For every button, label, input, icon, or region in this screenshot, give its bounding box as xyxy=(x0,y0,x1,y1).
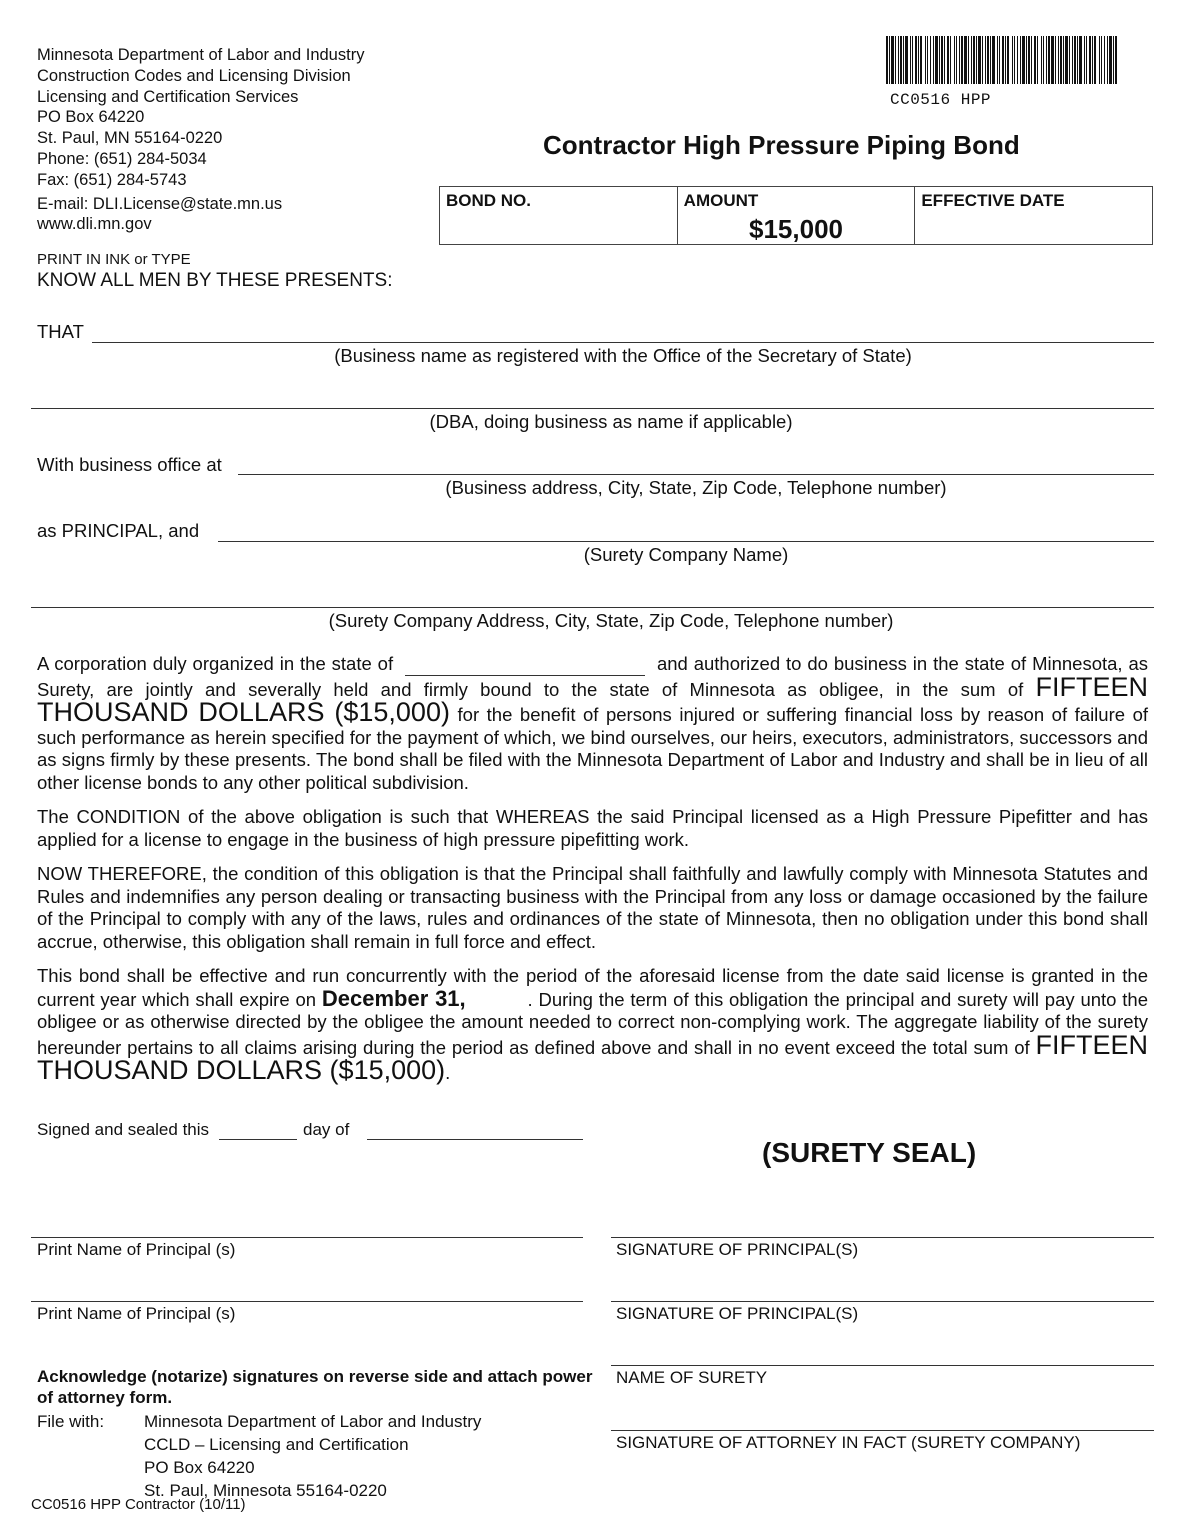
that-label: THAT xyxy=(37,321,84,342)
agency-line: Construction Codes and Licensing Division xyxy=(37,66,351,85)
day-of-label: day of xyxy=(303,1120,350,1139)
attorney-signature-field[interactable] xyxy=(611,1430,1154,1431)
agency-address-block xyxy=(37,45,364,235)
p1-text-a: A corporation duly organized in the state of xyxy=(37,653,394,674)
signature-principal-2-label: SIGNATURE OF PRINCIPAL(S) xyxy=(616,1304,859,1323)
agency-line: St. Paul, MN 55164-0220 xyxy=(37,129,223,148)
effective-date-label: EFFECTIVE DATE xyxy=(921,191,1065,210)
agency-line: Phone: (651) 284-5034 xyxy=(37,149,207,168)
file-with-line: Minnesota Department of Labor and Industry xyxy=(144,1412,482,1431)
effective-date-field[interactable] xyxy=(915,187,1152,244)
file-with-line: CCLD – Licensing and Certification xyxy=(144,1435,409,1454)
term-paragraph xyxy=(37,965,1148,1085)
business-office-label: With business office at xyxy=(37,454,222,475)
p1-text-b: and authorized to do business in the state of Minnesota, as Surety, are jointly and severally held and firmly bound to the state of Minnesota as obligee, in the sum of xyxy=(37,653,1149,700)
print-name-principal-1-label: Print Name of Principal (s) xyxy=(37,1240,236,1259)
obligation-paragraph xyxy=(37,653,1148,794)
surety-name-sign-field[interactable] xyxy=(611,1365,1154,1366)
agency-line: E-mail: DLI.License@state.mn.us xyxy=(37,194,283,213)
file-with-block xyxy=(37,1410,481,1502)
know-all-heading: KNOW ALL MEN BY THESE PRESENTS: xyxy=(37,270,393,291)
bond-terms xyxy=(37,653,1148,1097)
signature-principal-1-field[interactable] xyxy=(611,1237,1154,1238)
page-title: Contractor High Pressure Piping Bond xyxy=(543,130,1020,160)
p4-amount-words: FIFTEEN THOUSAND DOLLARS ($15,000) xyxy=(37,1029,1148,1085)
state-of-organization-field[interactable] xyxy=(405,657,645,676)
amount-value: $15,000 xyxy=(749,214,843,244)
signed-month-field[interactable] xyxy=(367,1139,583,1140)
signed-day-field[interactable] xyxy=(219,1139,297,1140)
surety-seal: (SURETY SEAL) xyxy=(762,1137,977,1168)
signed-sealed-label: Signed and sealed this xyxy=(37,1120,210,1139)
expiry-date: December 31, xyxy=(321,985,466,1011)
agency-line: PO Box 64220 xyxy=(37,108,145,127)
agency-line: Fax: (651) 284-5743 xyxy=(37,170,187,189)
principal-label: as PRINCIPAL, and xyxy=(37,520,200,541)
attorney-signature-label: SIGNATURE OF ATTORNEY IN FACT (SURETY COMPANY) xyxy=(616,1433,1081,1452)
file-with-line: St. Paul, Minnesota 55164-0220 xyxy=(144,1481,387,1500)
now-therefore-paragraph: NOW THEREFORE, the condition of this obligation is that the Principal shall faithfully and lawfully comply with Minnesota Statutes and Rules and indemnifies any person dealing or transacting business with the Principal from any loss or damage occasioned by the failure of the Principal to comply with any of the laws, rules and ordinances of the state of Minnesota, then no obligation under this bond shall accrue, otherwise, this obligation shall remain in full force and effect. xyxy=(37,863,1148,952)
business-address-field[interactable] xyxy=(238,474,1154,475)
business-name-field[interactable] xyxy=(92,342,1154,343)
condition-paragraph: The CONDITION of the above obligation is such that WHEREAS the said Principal licensed as a High Pressure Pipefitter and has applied for a license to engage in the business of high pressure pipefitting work. xyxy=(37,806,1148,850)
acknowledge-note: Acknowledge (notarize) signatures on reverse side and attach power of attorney form. xyxy=(37,1367,593,1407)
business-name-caption: (Business name as registered with the Office of the Secretary of State) xyxy=(334,345,912,366)
name-of-surety-label: NAME OF SURETY xyxy=(616,1368,768,1387)
surety-address-field[interactable] xyxy=(31,607,1154,608)
surety-address-caption: (Surety Company Address, City, State, Zip Code, Telephone number) xyxy=(328,610,894,631)
dba-field[interactable] xyxy=(31,408,1154,409)
p4-text-b: . During the term of this obligation the principal and surety will pay unto the obligee or as otherwise directed by the obligee the amount needed to correct non-complying work. The aggregate liability of the surety hereunder pertains to all claims arising during the period as defined above and shall in no event exceed the total sum of xyxy=(37,988,1149,1058)
p4-end: . xyxy=(445,1062,451,1083)
agency-line: Licensing and Certification Services xyxy=(37,87,299,106)
p4-text-a: This bond shall be effective and run concurrently with the period of the aforesaid license from the date said license is granted in the current year which shall expire on xyxy=(37,965,1148,1010)
amount-label: AMOUNT xyxy=(683,191,759,210)
print-note: PRINT IN INK or TYPE xyxy=(37,251,191,268)
print-name-principal-2-field[interactable] xyxy=(31,1301,583,1302)
bond-no-label: BOND NO. xyxy=(446,191,531,210)
file-with-label: File with: xyxy=(37,1412,105,1431)
barcode-icon xyxy=(886,36,1118,84)
surety-name-field[interactable] xyxy=(218,541,1154,542)
form-footer: CC0516 HPP Contractor (10/11) xyxy=(31,1496,246,1513)
print-name-principal-1-field[interactable] xyxy=(31,1237,583,1238)
surety-name-caption: (Surety Company Name) xyxy=(583,544,789,565)
business-address-caption: (Business address, City, State, Zip Code, Telephone number) xyxy=(445,477,947,498)
bond-no-field[interactable] xyxy=(440,187,678,244)
print-name-principal-2-label: Print Name of Principal (s) xyxy=(37,1304,236,1323)
form-code: CC0516 HPP xyxy=(890,91,992,109)
agency-line: Minnesota Department of Labor and Industry xyxy=(37,46,365,64)
amount-cell xyxy=(678,187,916,244)
dba-caption: (DBA, doing business as name if applicable) xyxy=(429,411,793,432)
p1-text-c: for the benefit of persons injured or suffering financial loss by reason of failure of such performance as herein specified for the payment of which, we bind ourselves, our heirs, executors, administrators, successors and as signs firmly by these presents. The bond shall be filed with the Minnesota Department of Labor and Industry and shall be in lieu of all other license bonds to any other political subdivision. xyxy=(37,704,1149,793)
bond-info-table xyxy=(439,186,1153,245)
signature-principal-2-field[interactable] xyxy=(611,1301,1154,1302)
signature-principal-1-label: SIGNATURE OF PRINCIPAL(S) xyxy=(616,1240,859,1259)
file-with-line: PO Box 64220 xyxy=(144,1458,255,1477)
agency-line: www.dli.mn.gov xyxy=(37,215,152,234)
p1-amount-words: FIFTEEN THOUSAND DOLLARS ($15,000) xyxy=(37,671,1149,727)
